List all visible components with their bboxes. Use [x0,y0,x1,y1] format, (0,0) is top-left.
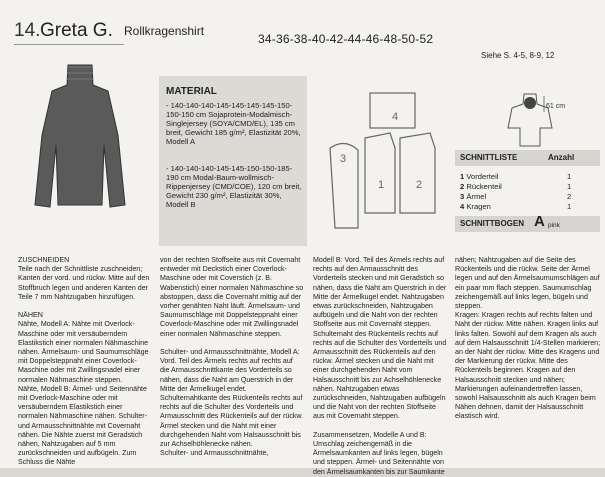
model-name: Greta G. [40,20,113,41]
measurement-diagram [504,90,584,150]
page-reference: Siehe S. 4-5, 8-9, 12 [481,51,555,60]
schnittbogen-title: SCHNITTBOGEN [460,219,524,228]
piece-label-1: 1 [378,179,385,191]
schnittbogen-color: pink [548,222,560,229]
schnittliste-item: 2 Rückenteil [460,182,502,191]
turtleneck-illustration [30,55,130,215]
text-column-2: von der rechten Stoffseite aus mit Covernaht entweder mit Deckstich einer Coverlock-Maschine oder mit Coverstich (z. B. Wabenstich) einer normalen Nähmaschine so abstoppen, dass die Covernaht mittig auf der vorher genähten Naht läuft. Ärmelsaum- und Saumumschläge mit Doppelsteppnaht einer Coverlock-Maschine oder mit Zwillingsnadel einer normalen Nähmaschine steppen. Schulter- und Armausschnittnähte, Modell A: Vord. Teil des Ärmels rechts auf rechts auf die Armausschnittkante des Vorderteils so nähen, dass die Naht am Querstrich in der Mitte der Ärmelkugel endet. Schulternahtkante des Rückenteils rechts auf rechts auf die Schulter des Vorderteils und Armausschnitt des Rückenteils auf der rückw. Ärmel stecken und die Naht mit einer durchgehenden Naht vom Halsausschnitt bis zur Achselhöhlenecke nähen. Schulter- und Armausschnittnähte, [160,256,304,458]
piece-label-4: 4 [392,111,399,123]
schnittliste-qty: 1 [567,172,572,181]
schnittliste-qty: 1 [567,202,572,211]
text-column-3: Modell B: Vord. Teil des Ärmels rechts auf rechts auf den Armausschnitt des Vorderteils stecken und mit Geradstich so nähen, dass die Naht am Querstrich in der Mitte der Ärmelkugel endet. Nahtzugaben etwas zurückschneiden, Nahtzugaben aufbügeln und die Naht von der rechten Stoffseite aus mit Covernaht steppen. Schulternaht des Rückenteils rechts auf rechts auf die Schulter des Vorderteils und Armausschnitt des Rückenteils auf den rückw. Ärmel stecken und die Naht mit einer durchgehenden Naht vom Halsausschnitt bis zur Achselhöhlenecke nähen. Nahtzugaben etwas zurückschneiden, Nahtzugaben aufbügeln und die Naht von der rechten Stoffseite aus mit Covernaht steppen. Zusammensetzen, Modelle A und B: Umschlag zeichengemäß in die Ärmelsaumkanten auf links legen, bügeln und steppen. Ärmel- und Seitennähte von den Ärmelsaumkanten bis zur Saumkante [313,256,447,476]
schnittliste-item: 3 Ärmel [460,192,487,201]
text-column-4: nähen; Nahtzugaben auf die Seite des Rückenteils und die rückw. Seite der Ärmel legen und auf den Ärmelsaumumschlägen auf ein paar mm flach steppen. Saumumschlag zeichengemäß auf links legen, bügeln und steppen. Kragen: Kragen rechts auf rechts falten und Naht der rückw. Mitte nähen. Kragen links auf links falten. Sowohl auf dem Kragen als auch auf dem Halsausschnitt 1/4-Stellen markieren; an der Naht der rückw. Mitte des Kragens und der Markierung der rückw. Mitte des Rückenteils beginnen. Kragen auf den Halsausschnitt stecken und nähen; Markierungen aufeinandertreffen lassen, sowohl Halsausschnitt als auch Kragen beim Nähen dehnen, damit der Halsausschnitt elastisch wird. [455,256,601,421]
size-range: 34-36-38-40-42-44-46-48-50-52 [258,32,434,46]
piece-label-3: 3 [340,153,347,165]
schnittliste-item: 4 Kragen [460,202,491,211]
schnittliste-qty: 1 [567,182,572,191]
schnittliste-qty: 2 [567,192,572,201]
schnittliste-item: 1 Vorderteil [460,172,499,181]
text-column-1: ZUSCHNEIDEN Teile nach der Schnittliste zuschneiden; Kanten der vord. und rückw. Mitte auf den Stoffbruch legen und anderen Kanten der Teile 7 mm Nahtzugaben hinzufügen. NÄHEN Nähte, Modell A: Nähte mit Overlock-Maschine oder mit versäuberndem Elastikstich einer normalen Nähmaschine nähen. Ärmelsaum- und Saumumschläge mit Doppelsteppnaht einer Coverlock-Maschine oder mit Zwillingsnadel einer normalen Nähmaschine steppen. Nähte, Modell B: Ärmel- und Seitennähte mit Overlock-Maschine oder mit versäuberndem Elastikstich einer normalen Nähmaschine nähen. Schulter- und Armausschnittnähte mit Covernaht nähen. Die Nähte zuerst mit Geradstich nähen, Nahtzugaben auf 5 mm zurückschneiden und aufbügeln. Zum Schluss die Nähte [18,256,150,467]
model-number: 14. [14,20,41,41]
material-title: MATERIAL [166,86,217,97]
header-underline [14,44,124,45]
schnittbogen-letter: A [534,213,545,230]
schnittliste-count-header: Anzahl [548,153,575,162]
garment-type: Rollkragenshirt [124,24,205,38]
material-item-a: - 140-140-140-145-145-145-145-150-150-150 cm Sojaprotein-Modalmisch-Singlejersey (SOYA/CMD/EL), 135 cm breit, Gewicht 185 g/m², Elastizität 20%, Modell A [166,101,301,146]
schnittliste-title: SCHNITTLISTE [460,153,518,162]
piece-label-2: 2 [416,179,423,191]
material-item-b: - 140-140-140-145-145-150-150-185-190 cm Modal-Baum-wollmisch-Rippenjersey (CMD/COE), 120 cm breit, Gewicht 230 g/m², Elastizität 30%, Modell B [166,164,302,209]
measure-label: 61 cm [546,103,566,110]
pattern-pieces-diagram [320,78,450,238]
